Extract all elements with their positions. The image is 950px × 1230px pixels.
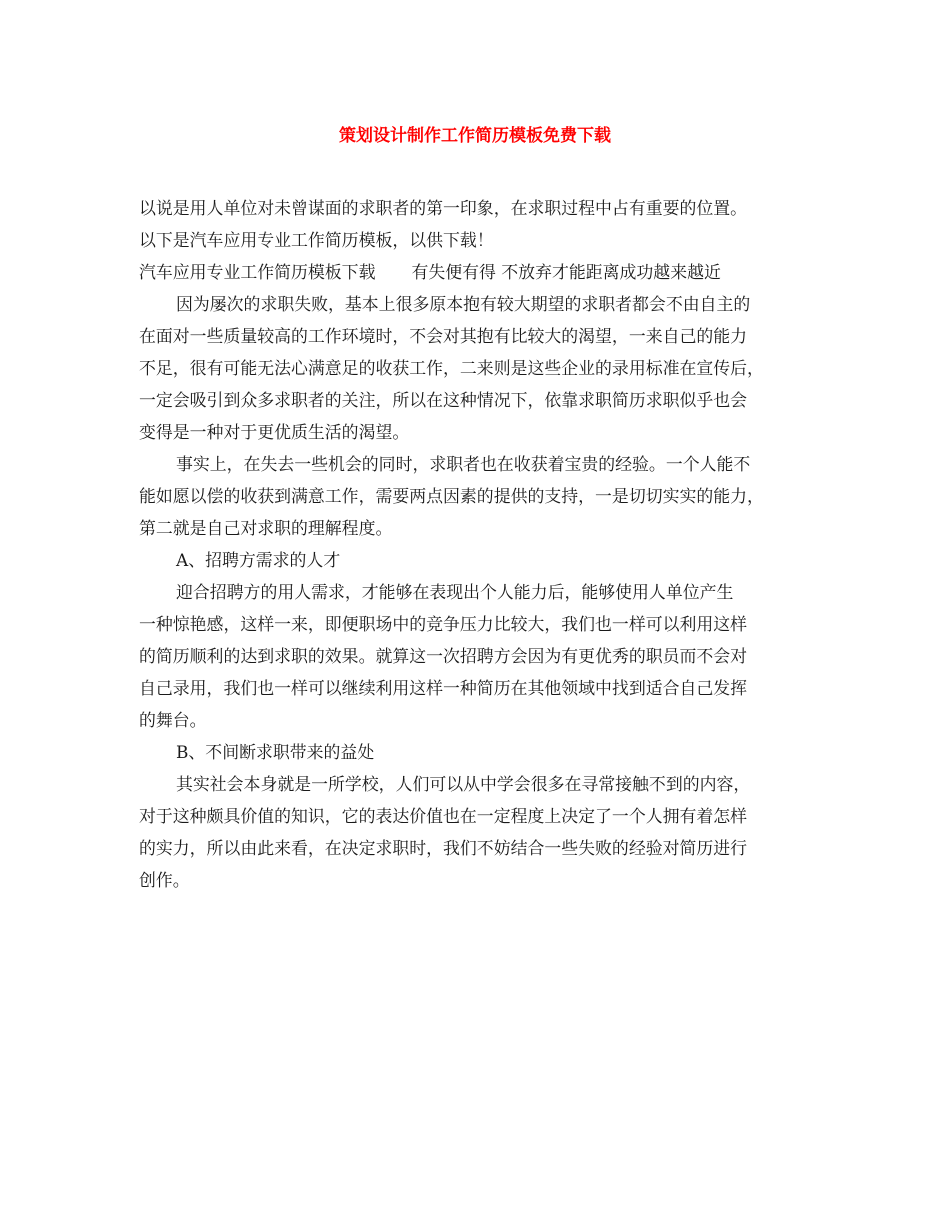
paragraph-line: 一种惊艳感，这样一来，即便职场中的竞争压力比较大，我们也一样可以利用这样 [139,614,748,634]
paragraph-line: 事实上，在失去一些机会的同时，求职者也在收获着宝贵的经验。一个人能不 [176,454,751,474]
paragraph-line: 对于这种颇具价值的知识，它的表达价值也在一定程度上决定了一个人拥有着怎样 [139,806,748,826]
paragraph-line: 迎合招聘方的用人需求，才能够在表现出个人能力后，能够使用人单位产生 [176,582,734,602]
subheading-left: 汽车应用专业工作简历模板下载 [139,262,376,282]
subheading-line [139,256,814,288]
paragraph-line: 的舞台。 [139,710,207,730]
intro-line-1: 以说是用人单位对未曾谋面的求职者的第一印象，在求职过程中占有重要的位置。 [139,198,748,218]
paragraph-line: 其实社会本身就是一所学校，人们可以从中学会很多在寻常接触不到的内容， [176,774,751,794]
section-heading-a: A、招聘方需求的人才 [176,550,341,570]
paragraph-line: 创作。 [139,870,190,890]
paragraph-line: 的实力，所以由此来看，在决定求职时，我们不妨结合一些失败的经验对简历进行 [139,838,748,858]
paragraph-line: 变得是一种对于更优质生活的渴望。 [139,422,410,442]
document-body [139,192,814,896]
document-title: 策划设计制作工作简历模板免费下载 [339,126,611,146]
intro-line-2: 以下是汽车应用专业工作简历模板，以供下载！ [139,230,494,250]
paragraph-line: 因为屡次的求职失败，基本上很多原本抱有较大期望的求职者都会不由自主的 [176,294,751,314]
paragraph-line: 在面对一些质量较高的工作环境时，不会对其抱有比较大的渴望，一来自己的能力 [139,326,748,346]
paragraph-line: 一定会吸引到众多求职者的关注，所以在这种情况下，依靠求职简历求职似乎也会 [139,390,748,410]
paragraph-line: 第二就是自己对求职的理解程度。 [139,518,393,538]
section-heading-b: B、不间断求职带来的益处 [176,742,375,762]
paragraph-line: 不足，很有可能无法心满意足的收获工作，二来则是这些企业的录用标准在宣传后， [139,358,764,378]
subheading-right: 有失便有得 不放弃才能距离成功越来越近 [411,262,721,282]
paragraph-line: 能如愿以偿的收获到满意工作，需要两点因素的提供的支持，一是切切实实的能力， [139,486,764,506]
paragraph-line: 的简历顺利的达到求职的效果。就算这一次招聘方会因为有更优秀的职员而不会对 [139,646,748,666]
paragraph-line: 自己录用，我们也一样可以继续利用这样一种简历在其他领域中找到适合自己发挥 [139,678,748,698]
